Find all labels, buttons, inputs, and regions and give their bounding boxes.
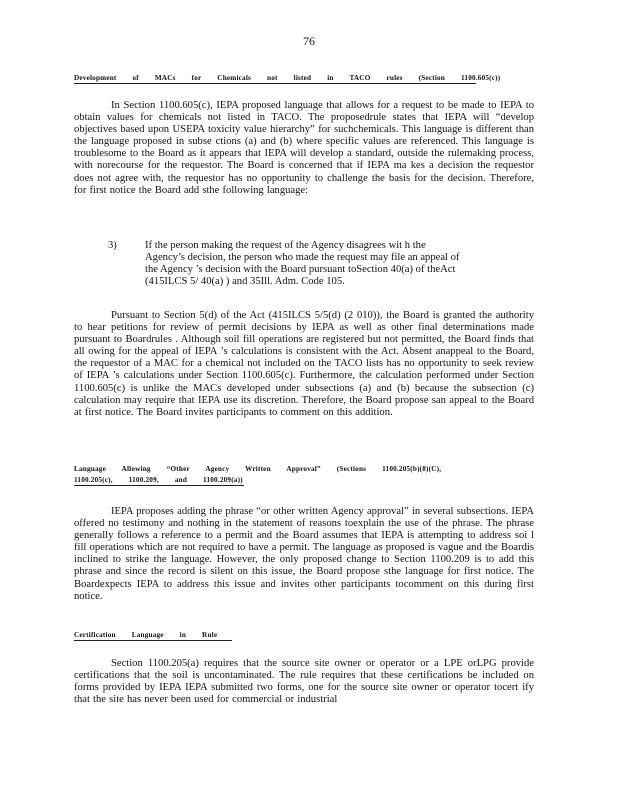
section-heading-other-approval-line2: 1100.205(c), 1100.209, and 1100.209(a)) — [74, 476, 243, 484]
item-line: the Agency ’s decision with the Board pursuant toSection 40(a) of theAct — [145, 264, 456, 276]
item-number: 3) — [108, 240, 117, 251]
paragraph-other-approval — [74, 506, 534, 603]
section-heading-macs: Development of MACs for Chemicals not listed in TACO rules (Section 1100.605(c)) — [74, 74, 501, 82]
page-number: 76 — [303, 34, 315, 48]
paragraph-text: Section 1100.205(a) requires that the source site owner or operator or a LPE orLPG provide certifications that the soil is uncontaminated. The rule requires that these certifications be included on forms provided by IEPA IEPA submitted two forms, one for the source site owner or operator tocert ify that the site has never been used for commercial or industrial — [74, 658, 534, 706]
paragraph-text: In Section 1100.605(c), IEPA proposed language that allows for a request to be made to IEPA to obtain values for chemicals not listed in TACO. The proposedrule states that IEPA will “develop objectives based upon USEPA toxicity value hierarchy” for suchchemicals. This language is different than the language proposed in subse ctions (a) and (b) where specific values are referenced. This language is troublesome to the Board as it appears that IEPA will develop a standard, outside the rulemaking process, with norecourse for the requestor. The Board is concerned that if IEPA ma kes a decision the requestor does not agree with, the requestor has no opportunity to challenge the basis for the decision. Therefore, for first notice the Board add sthe following language: — [74, 100, 534, 196]
item-line: Agency’s decision, the person who made the request may file an appeal of — [145, 252, 460, 264]
paragraph-certification — [74, 658, 534, 706]
paragraph-text: IEPA proposes adding the phrase “or other written Agency approval” in several subsections. IEPA offered no testimony and nothing in the statement of reasons toexplain the use of the phrase. The phrase generally follows a reference to a permit and the Board assumes that IEPA is attempting to address soi l fill operations which are not required to have a permit. The language as proposed is vague and the Boardis inclined to strike the language. However, the only proposed change to Section 1100.209 is to add this phrase and since the record is silent on this issue, the Board propose sthe language for first notice. The Boardexpects IEPA to address this issue and invites other participants tocomment on this during first notice. — [74, 506, 534, 602]
item-line: If the person making the request of the Agency disagrees wit h the — [145, 240, 426, 251]
paragraph-text: Pursuant to Section 5(d) of the Act (415ILCS 5/5(d) (2 010)), the Board is granted the authority to hear petitions for review of permit decisions by IEPA as well as other final determinations made pursuant to Boardrules . Although soil fill operations are registered but not permitted, the Board finds that all owing for the appeal of IEPA ’s calculations is consistent with the Act. Absent anappeal to the Board, the requestor of a MAC for a chemical not included on the TACO lists has no opportunity to seek review of IEPA ’s calculations under Section 1100.605(c). Furthermore, the calculation performed under Section 1100.605(c) is unlike the MACs developed under subsections (a) and (b) because the subsection (c) calculation may require that IEPA use its discretion. Therefore, the Board propose san appeal to the Board at first notice. The Board invites participants to comment on this addition. — [74, 310, 534, 418]
section-heading-certification: Certification Language in Rule — [74, 631, 232, 641]
item-line: (415ILCS 5/ 40(a) ) and 35Ill. Adm. Code 105. — [145, 276, 345, 288]
paragraph-macs-intro — [74, 100, 534, 197]
section-heading-other-approval-line1: Language Allowing “Other Agency Written Approval” (Sections 1100.205(b)(8)(C), — [74, 465, 442, 473]
paragraph-appeal — [74, 310, 534, 419]
item-text — [145, 240, 505, 288]
